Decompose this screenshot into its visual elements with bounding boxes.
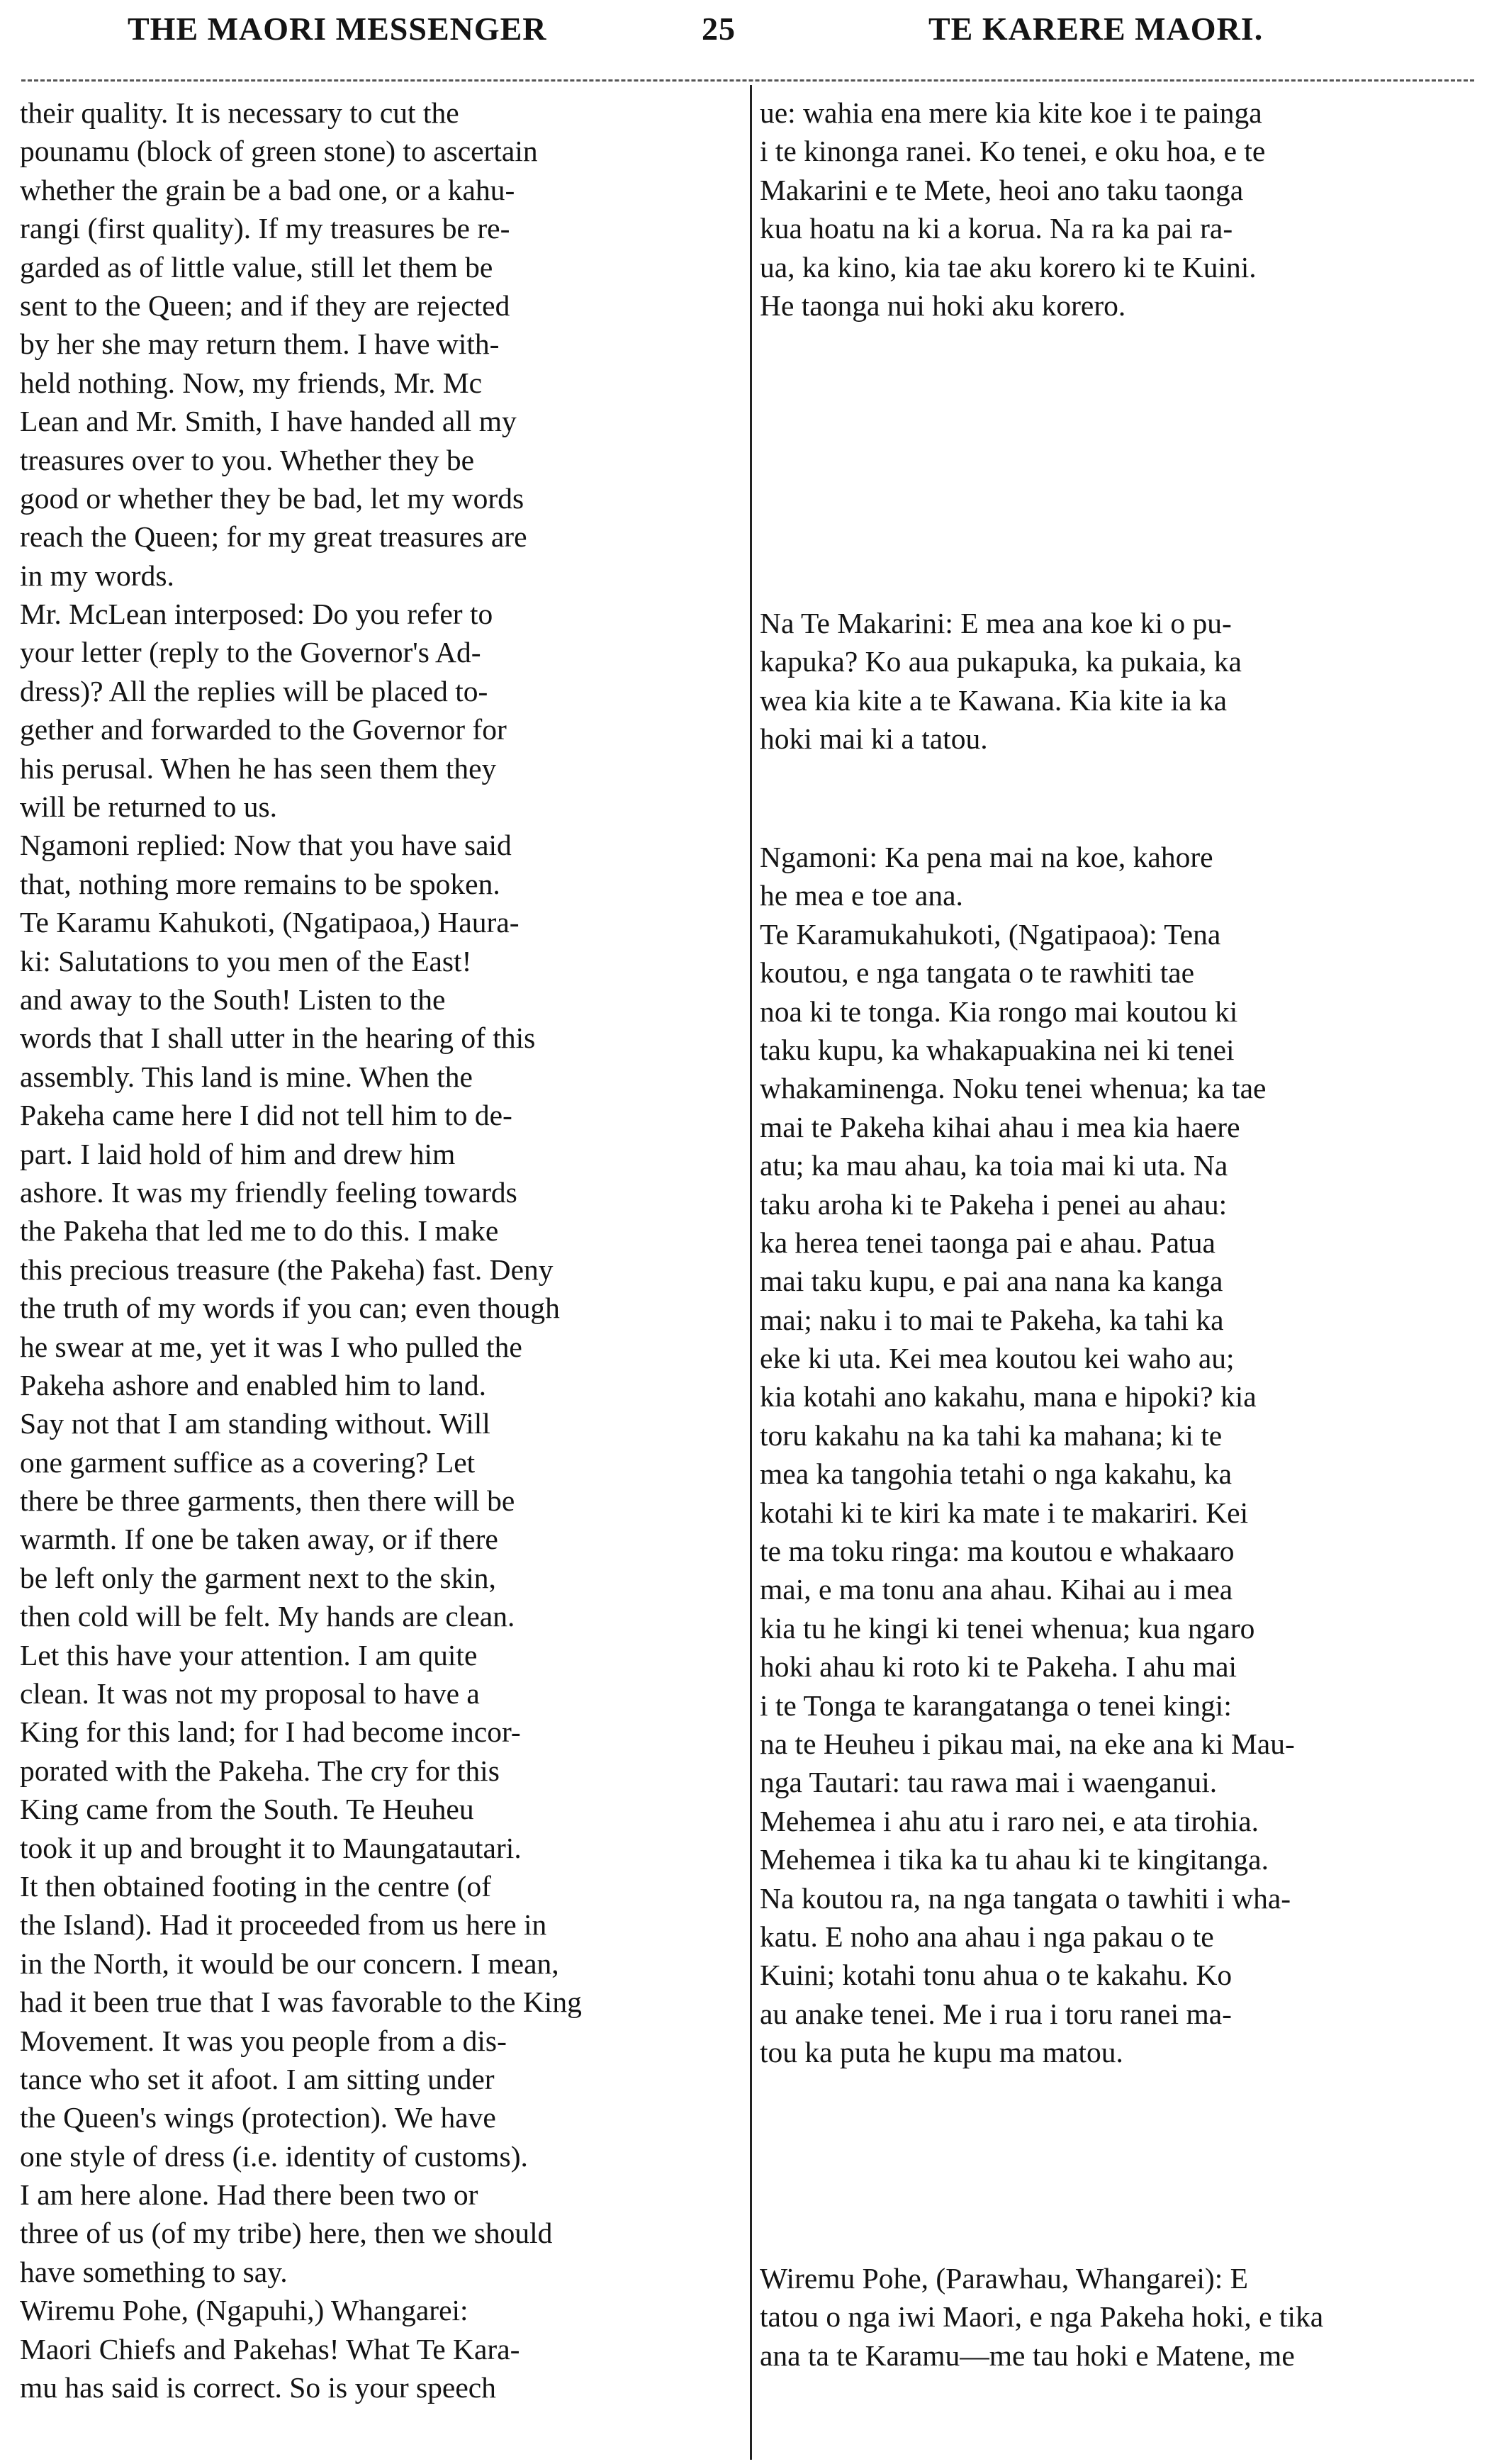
- english-text-line: have something to say.: [20, 2255, 288, 2288]
- english-text-line: assembly. This land is mine. When the: [20, 1060, 473, 1093]
- maori-text-line: he mea e toe ana.: [760, 879, 963, 912]
- english-text-line: Pakeha ashore and enabled him to land.: [20, 1368, 487, 1401]
- english-text-line: warmth. If one be taken away, or if there: [20, 1523, 498, 1556]
- english-text-line: King for this land; for I had become incor-: [20, 1715, 521, 1749]
- english-text-line: the Queen's wings (protection). We have: [20, 2101, 496, 2134]
- maori-text-line: au anake tenei. Me i rua i toru ranei ma-: [760, 1997, 1233, 2030]
- english-text-line: the Pakeha that led me to do this. I make: [20, 1214, 499, 1248]
- maori-text-line: Mehemea i ahu atu i raro nei, e ata tirohia.: [760, 1804, 1259, 1837]
- maori-text-line: Na Te Makarini: E mea ana koe ki o pu-: [760, 607, 1232, 639]
- maori-text-line: koutou, e nga tangata o te rawhiti tae: [760, 956, 1195, 990]
- english-text-line: in my words.: [20, 559, 174, 592]
- english-text-line: whether the grain be a bad one, or a kahu-: [20, 173, 515, 206]
- english-text-line: clean. It was not my proposal to have a: [20, 1677, 480, 1710]
- english-text-line: Wiremu Pohe, (Ngapuhi,) Whangarei:: [20, 2294, 468, 2327]
- maori-text-line: nga Tautari: tau rawa mai i waenganui.: [760, 1766, 1218, 1799]
- english-text-line: tance who set it afoot. I am sitting under: [20, 2062, 495, 2095]
- maori-text-line: Wiremu Pohe, (Parawhau, Whangarei): E: [760, 2262, 1248, 2295]
- english-text-line: sent to the Queen; and if they are rejected: [20, 289, 510, 322]
- english-text-line: one garment suffice as a covering? Let: [20, 1445, 476, 1479]
- maori-text-line: mai, e ma tonu ana ahau. Kihai au i mea: [760, 1573, 1233, 1606]
- page-number: 25: [702, 11, 736, 47]
- maori-text-line: Na koutou ra, na nga tangata o tawhiti i wha-: [760, 1881, 1291, 1915]
- english-text-line: It then obtained footing in the centre (of: [20, 1869, 491, 1903]
- maori-column: [760, 94, 1469, 2372]
- english-text-line: will be returned to us.: [20, 790, 278, 824]
- maori-text-line: katu. E noho ana ahau i nga pakau o te: [760, 1920, 1214, 1953]
- english-text-line: the truth of my words if you can; even though: [20, 1292, 560, 1325]
- maori-text-line: tatou o nga iwi Maori, e nga Pakeha hoki, e tika: [760, 2300, 1324, 2334]
- english-text-line: three of us (of my tribe) here, then we should: [20, 2217, 553, 2250]
- english-text-line: part. I laid hold of him and drew him: [20, 1137, 456, 1170]
- english-text-line: there be three garments, then there will be: [20, 1484, 515, 1518]
- english-text-line: took it up and brought it to Maungatautari.: [20, 1831, 522, 1864]
- maori-text-line: tou ka puta he kupu ma matou.: [760, 2036, 1123, 2069]
- maori-text-line: kia kotahi ano kakahu, mana e hipoki? kia: [760, 1380, 1257, 1413]
- english-text-line: dress)? All the replies will be placed to-: [20, 674, 488, 707]
- maori-text-line: na te Heuheu i pikau mai, na eke ana ki Mau-: [760, 1727, 1295, 1760]
- english-text-line: Te Karamu Kahukoti, (Ngatipaoa,) Haura-: [20, 906, 520, 939]
- english-text-line: Lean and Mr. Smith, I have handed all my: [20, 405, 517, 438]
- english-text-line: treasures over to you. Whether they be: [20, 443, 475, 476]
- maori-text-line: i te Tonga te karangatanga o tenei kingi:: [760, 1689, 1232, 1722]
- maori-text-line: te ma toku ringa: ma koutou e whakaaro: [760, 1535, 1235, 1568]
- maori-text-line: ua, ka kino, kia tae aku korero ki te Kuini.: [760, 250, 1257, 284]
- english-text-line: ashore. It was my friendly feeling towards: [20, 1175, 517, 1209]
- english-text-line: good or whether they be bad, let my words: [20, 481, 524, 515]
- english-text-line: that, nothing more remains to be spoken.: [20, 867, 500, 900]
- english-text-line: Pakeha came here I did not tell him to de-: [20, 1099, 512, 1132]
- maori-text-line: taku kupu, ka whakapuakina nei ki tenei: [760, 1033, 1235, 1066]
- maori-block-3: [760, 838, 1469, 2072]
- maori-text-line: atu; ka mau ahau, ka toia mai ki uta. Na: [760, 1149, 1228, 1182]
- english-text-line: Movement. It was you people from a dis-: [20, 2024, 507, 2057]
- english-text-line: mu has said is correct. So is your speech: [20, 2371, 496, 2404]
- english-text-line: rangi (first quality). If my treasures be re-: [20, 212, 510, 245]
- english-text-line: ki: Salutations to you men of the East!: [20, 944, 472, 978]
- maori-text-line: whakaminenga. Noku tenei whenua; ka tae: [760, 1072, 1267, 1105]
- english-text-line: Let this have your attention. I am quite: [20, 1638, 478, 1671]
- header-maori-title: TE KARERE MAORI.: [928, 11, 1264, 47]
- english-text-line: Maori Chiefs and Pakehas! What Te Kara-: [20, 2332, 520, 2365]
- english-text-line: this precious treasure (the Pakeha) fast. Deny: [20, 1253, 554, 1286]
- english-text-line: King came from the South. Te Heuheu: [20, 1793, 474, 1826]
- maori-text-line: Ngamoni: Ka pena mai na koe, kahore: [760, 841, 1213, 873]
- maori-text-line: hoki ahau ki roto ki te Pakeha. I ahu mai: [760, 1650, 1237, 1684]
- maori-text-line: He taonga nui hoki aku korero.: [760, 289, 1126, 322]
- maori-text-line: toru kakahu na ka tahi ka mahana; ki te: [760, 1418, 1223, 1452]
- maori-text-line: taku aroha ki te Pakeha i penei au ahau:: [760, 1187, 1228, 1221]
- page-header: [0, 0, 1499, 74]
- maori-text-line: Mehemea i tika ka tu ahau ki te kingitanga.: [760, 1843, 1269, 1876]
- english-text-line: words that I shall utter in the hearing of this: [20, 1021, 536, 1055]
- english-text-line: by her she may return them. I have with-: [20, 327, 500, 361]
- english-text-line: Say not that I am standing without. Will: [20, 1407, 490, 1440]
- english-text-line: he swear at me, yet it was I who pulled the: [20, 1330, 522, 1363]
- english-text-line: porated with the Pakeha. The cry for this: [20, 1754, 500, 1787]
- english-text-line: Mr. McLean interposed: Do you refer to: [20, 598, 493, 631]
- maori-text-line: kapuka? Ko aua pukapuka, ka pukaia, ka: [760, 645, 1242, 678]
- column-divider: [750, 85, 752, 2460]
- english-text-line: your letter (reply to the Governor's Ad-: [20, 636, 481, 669]
- english-text-line: gether and forwarded to the Governor for: [20, 713, 507, 746]
- maori-text-line: noa ki te tonga. Kia rongo mai koutou ki: [760, 995, 1238, 1028]
- english-column: [20, 94, 736, 2407]
- maori-text-line: ue: wahia ena mere kia kite koe i te painga: [760, 96, 1262, 129]
- maori-text-line: kotahi ki te kiri ka mate i te makariri. Kei: [760, 1496, 1249, 1529]
- maori-text-line: kua hoatu na ki a korua. Na ra ka pai ra-: [760, 212, 1233, 245]
- english-text-line: I am here alone. Had there been two or: [20, 2178, 478, 2212]
- maori-text-line: Kuini; kotahi tonu ahua o te kakahu. Ko: [760, 1959, 1233, 1992]
- english-text-line: their quality. It is necessary to cut the: [20, 96, 459, 129]
- maori-block-2: [760, 604, 1469, 758]
- english-text-line: Ngamoni replied: Now that you have said: [20, 829, 512, 862]
- english-text-line: pounamu (block of green stone) to ascertain: [20, 135, 538, 168]
- header-english-title: THE MAORI MESSENGER: [128, 11, 547, 47]
- maori-text-line: kia tu he kingi ki tenei whenua; kua ngaro: [760, 1611, 1255, 1645]
- english-text-line: reach the Queen; for my great treasures are: [20, 520, 527, 554]
- maori-block-4: [760, 2259, 1469, 2375]
- maori-block-1: [760, 94, 1469, 325]
- maori-text-line: i te kinonga ranei. Ko tenei, e oku hoa, e te: [760, 135, 1266, 168]
- maori-text-line: mai; naku i to mai te Pakeha, ka tahi ka: [760, 1303, 1224, 1336]
- maori-text-line: mea ka tangohia tetahi o nga kakahu, ka: [760, 1457, 1233, 1491]
- english-text-line: be left only the garment next to the skin,: [20, 1561, 496, 1594]
- maori-text-line: mai taku kupu, e pai ana nana ka kanga: [760, 1265, 1223, 1298]
- maori-text-line: ka herea tenei taonga pai e ahau. Patua: [760, 1226, 1216, 1259]
- maori-text-line: wea kia kite a te Kawana. Kia kite ia ka: [760, 683, 1228, 717]
- english-text-line: one style of dress (i.e. identity of customs).: [20, 2139, 528, 2173]
- maori-text-line: ana ta te Karamu—me tau hoki e Matene, me: [760, 2339, 1295, 2372]
- english-text-line: garded as of little value, still let them be: [20, 250, 493, 284]
- english-text-line: and away to the South! Listen to the: [20, 982, 446, 1016]
- english-text-line: in the North, it would be our concern. I mean,: [20, 1947, 559, 1980]
- maori-text-line: eke ki uta. Kei mea koutou kei waho au;: [760, 1342, 1235, 1375]
- maori-text-line: mai te Pakeha kihai ahau i mea kia haere: [760, 1110, 1240, 1143]
- maori-text-line: hoki mai ki a tatou.: [760, 722, 988, 756]
- header-rule: [21, 79, 1474, 82]
- english-text-line: held nothing. Now, my friends, Mr. Mc: [20, 366, 483, 399]
- maori-text-line: Makarini e te Mete, heoi ano taku taonga: [760, 173, 1244, 206]
- english-text-line: had it been true that I was favorable to the King: [20, 1986, 582, 2019]
- english-text-line: the Island). Had it proceeded from us here in: [20, 1908, 547, 1942]
- english-text-line: his perusal. When he has seen them they: [20, 751, 497, 785]
- english-text-line: then cold will be felt. My hands are clean.: [20, 1600, 515, 1633]
- maori-text-line: Te Karamukahukoti, (Ngatipaoa): Tena: [760, 917, 1221, 951]
